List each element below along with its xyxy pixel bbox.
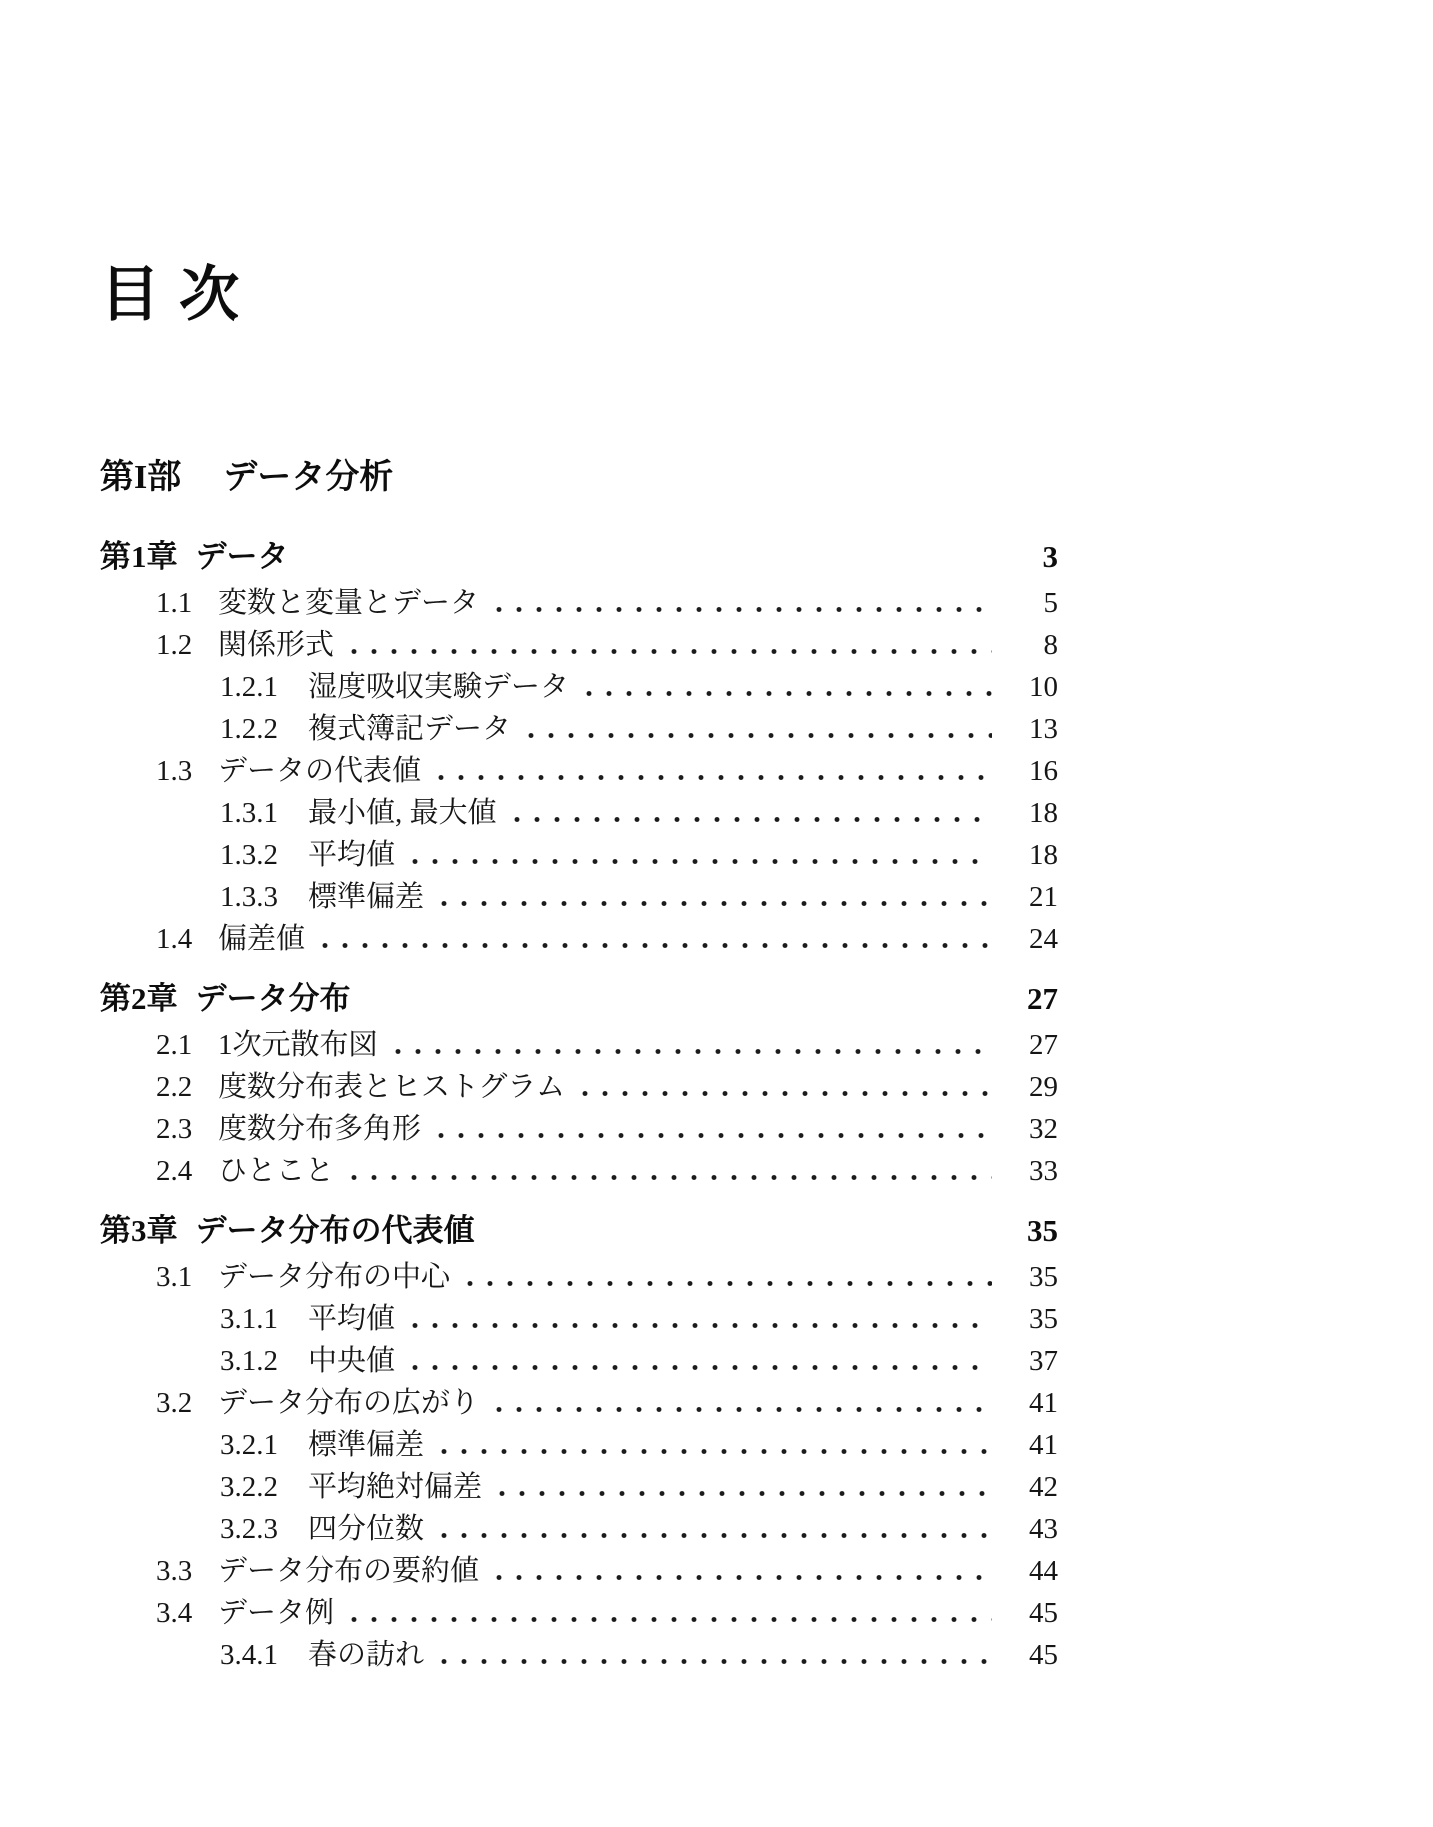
entry-page-number: 42 xyxy=(1029,1471,1058,1503)
entry-page-number: 33 xyxy=(1029,1155,1058,1187)
entry-title: 平均値 xyxy=(308,839,396,871)
entry-page-number: 27 xyxy=(1029,1029,1058,1061)
chapter-label: 第2章 xyxy=(100,981,178,1016)
entry-number: 1.2.1 xyxy=(220,671,278,703)
dot-leader xyxy=(344,649,992,654)
dot-leader xyxy=(579,691,992,696)
entry-number: 3.4 xyxy=(156,1597,193,1629)
entry-title: データ分布の広がり xyxy=(218,1387,480,1419)
entry-page-number: 29 xyxy=(1029,1071,1058,1103)
chapter-title: データ分布 xyxy=(195,981,351,1016)
entry-number: 2.3 xyxy=(156,1113,193,1145)
entry-page-number: 35 xyxy=(1029,1261,1058,1293)
entry-number: 1.3 xyxy=(156,755,193,787)
entry-number: 3.2 xyxy=(156,1387,193,1419)
entry-number: 3.3 xyxy=(156,1555,193,1587)
toc-entry-row xyxy=(100,834,1058,876)
toc-entry-row xyxy=(100,1108,1058,1150)
chapter-title: データ xyxy=(195,539,289,574)
toc-entry-row xyxy=(100,1298,1058,1340)
toc-entry-row xyxy=(100,1150,1058,1192)
entry-title: 最小値, 最大値 xyxy=(308,797,497,829)
dot-leader xyxy=(388,1049,992,1054)
page-title: 目 次 xyxy=(100,262,241,328)
entry-number: 3.1.2 xyxy=(220,1345,278,1377)
dot-leader xyxy=(489,1575,992,1580)
entry-title: 中央値 xyxy=(308,1345,396,1377)
entry-title: 平均絶対偏差 xyxy=(308,1471,483,1503)
chapter-page-number: 27 xyxy=(1027,981,1058,1016)
entry-number: 1.2.2 xyxy=(220,713,278,745)
entry-title: 湿度吸収実験データ xyxy=(308,671,570,703)
dot-leader xyxy=(489,1407,992,1412)
chapter-page-number: 3 xyxy=(1042,539,1058,574)
entry-number: 1.3.3 xyxy=(220,881,278,913)
entry-number: 1.2 xyxy=(156,629,193,661)
toc-entry-row xyxy=(100,1550,1058,1592)
entry-title: 1次元散布図 xyxy=(218,1029,378,1061)
entry-page-number: 16 xyxy=(1029,755,1058,787)
dot-leader xyxy=(507,817,992,822)
toc-entry-row xyxy=(100,708,1058,750)
chapter-label: 第1章 xyxy=(100,539,178,574)
entry-number: 3.2.1 xyxy=(220,1429,278,1461)
toc-entry-row xyxy=(100,1382,1058,1424)
entry-number: 2.4 xyxy=(156,1155,193,1187)
dot-leader xyxy=(434,1449,992,1454)
part-label: 第I部 xyxy=(100,459,182,496)
dot-leader xyxy=(575,1091,992,1096)
dot-leader xyxy=(405,1365,992,1370)
entry-number: 1.3.1 xyxy=(220,797,278,829)
dot-leader xyxy=(405,859,992,864)
entry-title: 四分位数 xyxy=(308,1513,425,1545)
toc-entry-row xyxy=(100,1592,1058,1634)
entry-page-number: 44 xyxy=(1029,1555,1058,1587)
entry-page-number: 45 xyxy=(1029,1597,1058,1629)
entry-page-number: 5 xyxy=(1043,587,1058,619)
entry-page-number: 41 xyxy=(1029,1387,1058,1419)
entry-title: 平均値 xyxy=(308,1303,396,1335)
chapter-page-number: 35 xyxy=(1027,1213,1058,1248)
entry-page-number: 13 xyxy=(1029,713,1058,745)
entry-title: 度数分布表とヒストグラム xyxy=(218,1071,566,1103)
toc-list xyxy=(100,538,1058,1676)
entry-title: 関係形式 xyxy=(218,629,335,661)
entry-number: 3.1.1 xyxy=(220,1303,278,1335)
dot-leader xyxy=(405,1323,992,1328)
entry-number: 3.4.1 xyxy=(220,1639,278,1671)
toc-entry-row xyxy=(100,1340,1058,1382)
entry-page-number: 10 xyxy=(1029,671,1058,703)
entry-title: 度数分布多角形 xyxy=(218,1113,422,1145)
toc-entry-row xyxy=(100,1508,1058,1550)
dot-leader xyxy=(434,1659,992,1664)
entry-page-number: 21 xyxy=(1029,881,1058,913)
toc-entry-row xyxy=(100,624,1058,666)
toc-entry-row xyxy=(100,1466,1058,1508)
entry-title: データ例 xyxy=(218,1597,335,1629)
entry-page-number: 37 xyxy=(1029,1345,1058,1377)
toc-entry-row xyxy=(100,1424,1058,1466)
toc-entry-row xyxy=(100,1024,1058,1066)
entry-title: データの代表値 xyxy=(218,755,422,787)
toc-chapter-block xyxy=(100,980,1058,1192)
chapter-heading-row xyxy=(100,538,1058,576)
entry-page-number: 18 xyxy=(1029,839,1058,871)
toc-entry-row xyxy=(100,750,1058,792)
entry-page-number: 24 xyxy=(1029,923,1058,955)
entry-page-number: 8 xyxy=(1043,629,1058,661)
dot-leader xyxy=(434,1533,992,1538)
dot-leader xyxy=(344,1617,992,1622)
entry-number: 1.1 xyxy=(156,587,193,619)
entry-title: データ分布の中心 xyxy=(218,1261,451,1293)
entry-title: 変数と変量とデータ xyxy=(218,587,480,619)
entry-number: 2.1 xyxy=(156,1029,193,1061)
entry-page-number: 18 xyxy=(1029,797,1058,829)
entry-page-number: 43 xyxy=(1029,1513,1058,1545)
dot-leader xyxy=(460,1281,992,1286)
entry-page-number: 35 xyxy=(1029,1303,1058,1335)
toc-entry-row xyxy=(100,666,1058,708)
entry-number: 3.2.3 xyxy=(220,1513,278,1545)
toc-entry-row xyxy=(100,582,1058,624)
toc-chapter-block xyxy=(100,538,1058,960)
entry-number: 3.1 xyxy=(156,1261,193,1293)
entry-page-number: 41 xyxy=(1029,1429,1058,1461)
chapter-title: データ分布の代表値 xyxy=(195,1213,475,1248)
toc-entry-row xyxy=(100,876,1058,918)
dot-leader xyxy=(492,1491,992,1496)
dot-leader xyxy=(489,607,992,612)
dot-leader xyxy=(315,943,992,948)
entry-title: ひとこと xyxy=(218,1155,335,1187)
dot-leader xyxy=(434,901,992,906)
entry-title: 標準偏差 xyxy=(308,1429,425,1461)
dot-leader xyxy=(344,1175,992,1180)
dot-leader xyxy=(521,733,992,738)
toc-entry-row xyxy=(100,792,1058,834)
entry-number: 2.2 xyxy=(156,1071,193,1103)
entry-page-number: 32 xyxy=(1029,1113,1058,1145)
entry-page-number: 45 xyxy=(1029,1639,1058,1671)
toc-content xyxy=(100,0,1058,1676)
part-heading xyxy=(100,458,1058,498)
part-title: データ分析 xyxy=(223,459,394,496)
entry-title: 標準偏差 xyxy=(308,881,425,913)
entry-number: 1.4 xyxy=(156,923,193,955)
dot-leader xyxy=(431,775,992,780)
entry-number: 1.3.2 xyxy=(220,839,278,871)
chapter-label: 第3章 xyxy=(100,1213,178,1248)
toc-entry-row xyxy=(100,1256,1058,1298)
toc-entry-row xyxy=(100,918,1058,960)
chapter-heading-row xyxy=(100,1212,1058,1250)
chapter-heading-row xyxy=(100,980,1058,1018)
toc-chapter-block xyxy=(100,1212,1058,1676)
entry-number: 3.2.2 xyxy=(220,1471,278,1503)
entry-title: データ分布の要約値 xyxy=(218,1555,480,1587)
entry-title: 偏差値 xyxy=(218,923,306,955)
entry-title: 春の訪れ xyxy=(308,1639,425,1671)
dot-leader xyxy=(431,1133,992,1138)
toc-entry-row xyxy=(100,1066,1058,1108)
toc-entry-row xyxy=(100,1634,1058,1676)
entry-title: 複式簿記データ xyxy=(308,713,512,745)
